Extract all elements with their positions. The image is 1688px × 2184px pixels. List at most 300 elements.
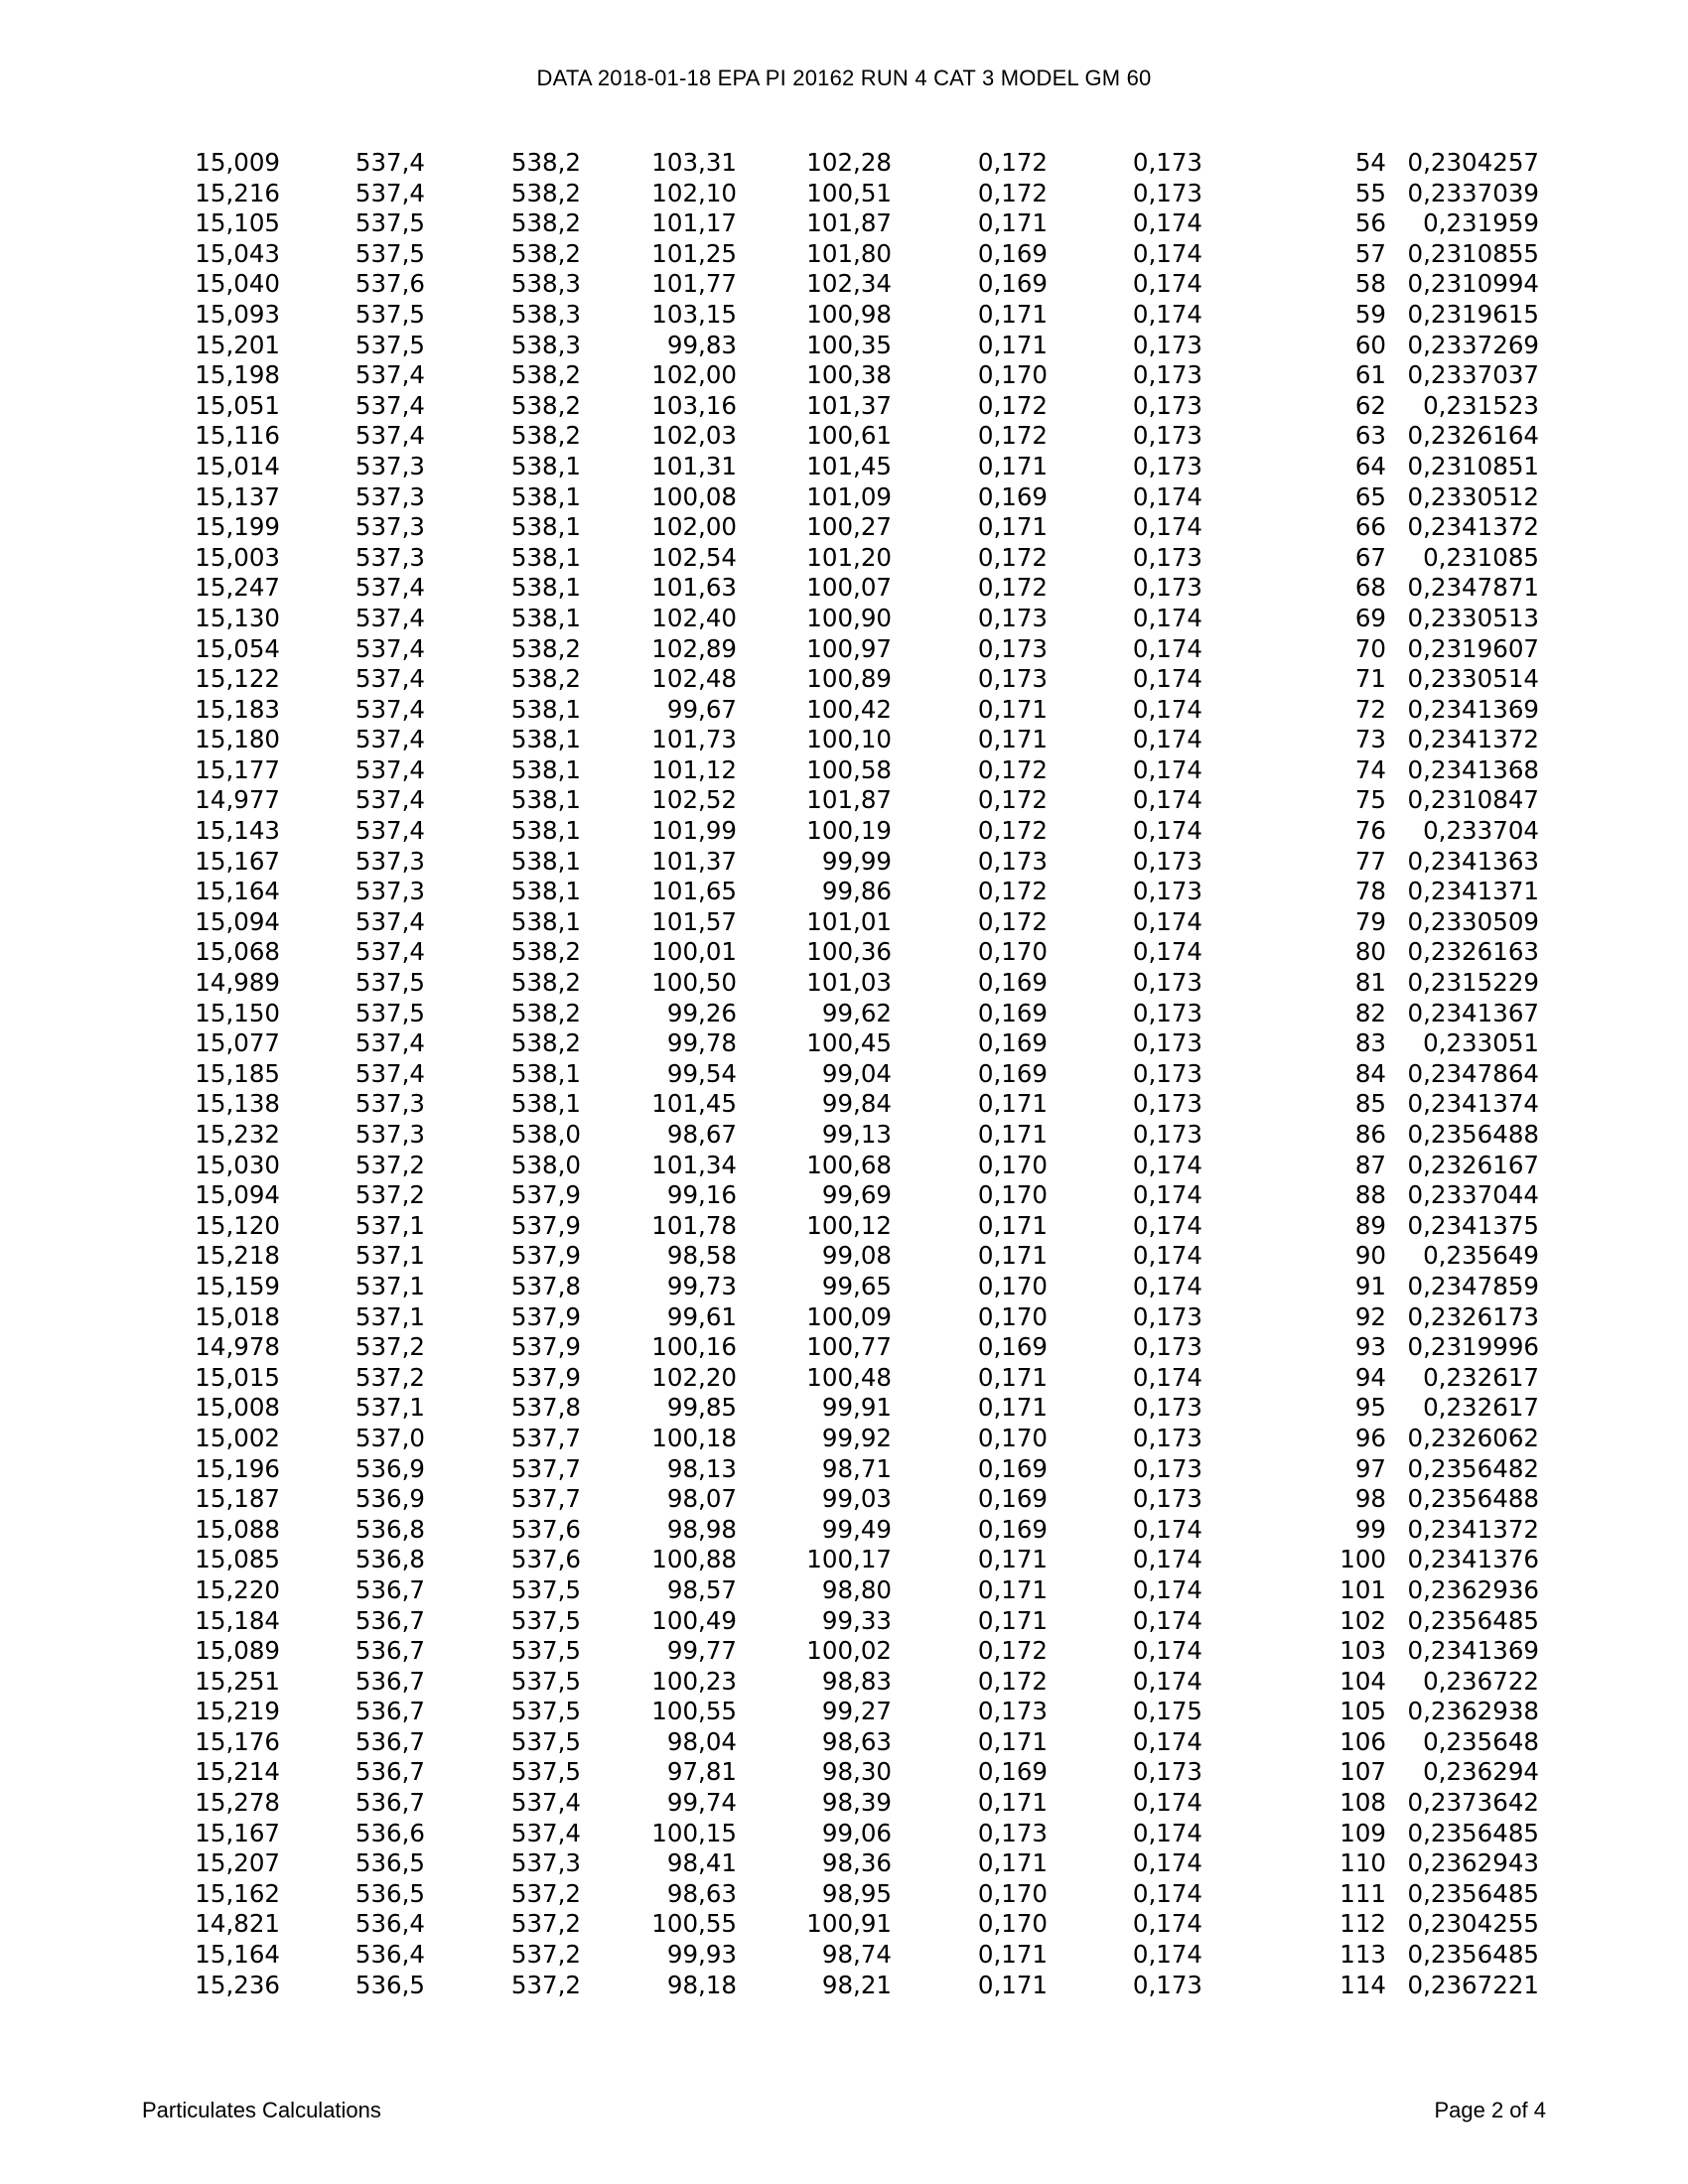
table-spacer	[1539, 1848, 1688, 1879]
table-cell: 538,1	[510, 694, 581, 724]
table-cell: 537,4	[354, 1028, 425, 1058]
table-cell: 15,009	[195, 148, 280, 177]
table-row	[0, 360, 1688, 391]
table-spacer	[1539, 1940, 1688, 1971]
table-cell: 0,174	[1132, 725, 1202, 754]
table-cell: 98,36	[821, 1848, 892, 1878]
table-spacer	[1539, 148, 1688, 179]
table-cell: 99,86	[821, 877, 892, 906]
table-cell: 108	[1339, 1788, 1386, 1818]
table-cell: 537,0	[354, 1423, 425, 1452]
table-cell: 101,31	[651, 451, 737, 480]
table-cell: 0,2341368	[1407, 754, 1539, 784]
table-cell: 90	[1354, 1241, 1386, 1271]
table-row	[0, 755, 1688, 786]
table-cell: 0,231959	[1423, 208, 1539, 238]
table-cell: 0,171	[977, 1545, 1048, 1574]
table-cell: 0,173	[1132, 148, 1202, 177]
table-cell: 0,171	[977, 451, 1048, 480]
table-spacer	[1539, 907, 1688, 938]
table-cell: 0,171	[977, 1362, 1048, 1392]
table-cell: 80	[1354, 937, 1386, 967]
table-cell: 15,278	[195, 1788, 280, 1818]
table-cell: 72	[1354, 694, 1386, 724]
table-cell: 0,172	[977, 148, 1048, 177]
table-cell: 15,218	[195, 1241, 280, 1271]
table-cell: 59	[1354, 299, 1386, 329]
table-cell: 537,6	[510, 1545, 581, 1574]
table-cell: 537,9	[510, 1210, 581, 1240]
table-cell: 15,003	[195, 542, 280, 572]
table-cell: 536,7	[354, 1726, 425, 1756]
table-cell: 14,978	[195, 1332, 280, 1362]
table-cell: 0,171	[977, 725, 1048, 754]
table-cell: 100	[1339, 1545, 1386, 1574]
table-cell: 538,1	[510, 1058, 581, 1088]
table-spacer	[1539, 1667, 1688, 1698]
table-cell: 67	[1354, 542, 1386, 572]
table-spacer	[1539, 208, 1688, 239]
table-cell: 0,169	[977, 481, 1048, 511]
table-cell: 15,219	[195, 1697, 280, 1726]
table-cell: 15,207	[195, 1848, 280, 1878]
table-cell: 85	[1354, 1089, 1386, 1119]
table-spacer	[1539, 1575, 1688, 1606]
table-cell: 14,821	[195, 1909, 280, 1939]
table-cell: 537,5	[510, 1636, 581, 1666]
table-cell: 100,89	[806, 664, 892, 694]
table-cell: 537,4	[354, 816, 425, 846]
table-cell: 111	[1339, 1878, 1386, 1908]
table-cell: 0,231523	[1423, 390, 1539, 420]
table-cell: 0,170	[977, 1271, 1048, 1300]
table-cell: 537,9	[510, 1241, 581, 1271]
table-cell: 537,4	[510, 1788, 581, 1818]
table-cell: 0,2304255	[1407, 1909, 1539, 1939]
table-cell: 0,172	[977, 906, 1048, 936]
table-cell: 101,63	[651, 573, 737, 603]
table-cell: 536,8	[354, 1545, 425, 1574]
table-cell: 101,65	[651, 877, 737, 906]
table-cell: 0,169	[977, 238, 1048, 268]
table-cell: 0,174	[1132, 238, 1202, 268]
table-cell: 100,68	[806, 1150, 892, 1179]
table-cell: 15,180	[195, 725, 280, 754]
table-cell: 0,2341363	[1407, 846, 1539, 876]
table-cell: 0,172	[977, 573, 1048, 603]
table-cell: 98,74	[821, 1940, 892, 1970]
table-cell: 81	[1354, 968, 1386, 998]
table-cell: 15,198	[195, 360, 280, 390]
table-cell: 0,2347859	[1407, 1271, 1539, 1300]
table-cell: 538,2	[510, 178, 581, 207]
table-spacer	[1539, 1971, 1688, 2001]
table-cell: 538,1	[510, 481, 581, 511]
table-cell: 0,2341367	[1407, 998, 1539, 1027]
table-cell: 0,173	[1132, 1028, 1202, 1058]
table-cell: 0,2304257	[1407, 148, 1539, 177]
table-cell: 536,7	[354, 1697, 425, 1726]
table-cell: 0,2356482	[1407, 1453, 1539, 1483]
table-cell: 0,170	[977, 1909, 1048, 1939]
table-cell: 99,16	[666, 1180, 737, 1210]
table-cell: 15,122	[195, 664, 280, 694]
table-cell: 78	[1354, 877, 1386, 906]
table-cell: 100,98	[806, 299, 892, 329]
table-cell: 0,2367221	[1407, 1970, 1539, 1999]
table-row	[0, 1272, 1688, 1302]
table-row	[0, 1424, 1688, 1454]
table-cell: 536,9	[354, 1484, 425, 1514]
table-spacer	[1539, 1180, 1688, 1211]
table-cell: 0,174	[1132, 1940, 1202, 1970]
table-cell: 537,1	[354, 1271, 425, 1300]
table-cell: 0,173	[977, 603, 1048, 632]
table-cell: 538,1	[510, 785, 581, 815]
table-cell: 93	[1354, 1332, 1386, 1362]
table-cell: 0,171	[977, 1241, 1048, 1271]
table-cell: 537,3	[354, 1120, 425, 1149]
table-cell: 537,5	[354, 998, 425, 1027]
table-cell: 100,16	[651, 1332, 737, 1362]
table-cell: 15,137	[195, 481, 280, 511]
table-cell: 0,174	[1132, 1545, 1202, 1574]
table-cell: 0,174	[1132, 1241, 1202, 1271]
table-cell: 536,4	[354, 1940, 425, 1970]
table-cell: 107	[1339, 1757, 1386, 1787]
table-row	[0, 1606, 1688, 1637]
table-spacer	[1539, 1363, 1688, 1394]
table-cell: 74	[1354, 754, 1386, 784]
table-cell: 0,173	[1132, 1332, 1202, 1362]
table-cell: 0,2356485	[1407, 1818, 1539, 1847]
table-cell: 98,04	[666, 1726, 737, 1756]
table-cell: 0,2337269	[1407, 330, 1539, 359]
table-cell: 0,2356485	[1407, 1940, 1539, 1970]
table-row	[0, 1819, 1688, 1849]
table-cell: 0,174	[1132, 1818, 1202, 1847]
table-cell: 102,48	[651, 664, 737, 694]
table-cell: 98,95	[821, 1878, 892, 1908]
table-cell: 68	[1354, 573, 1386, 603]
table-cell: 0,172	[977, 390, 1048, 420]
table-cell: 0,2341374	[1407, 1089, 1539, 1119]
table-cell: 0,171	[977, 1393, 1048, 1423]
table-cell: 538,1	[510, 725, 581, 754]
table-row	[0, 1363, 1688, 1394]
table-cell: 0,169	[977, 1514, 1048, 1544]
table-cell: 15,214	[195, 1757, 280, 1787]
table-cell: 84	[1354, 1058, 1386, 1088]
table-cell: 537,2	[510, 1970, 581, 1999]
table-cell: 100,10	[806, 725, 892, 754]
table-cell: 0,171	[977, 1120, 1048, 1149]
table-cell: 15,167	[195, 846, 280, 876]
table-spacer	[1539, 1484, 1688, 1515]
table-row	[0, 1028, 1688, 1059]
table-cell: 0,172	[977, 785, 1048, 815]
table-cell: 94	[1354, 1362, 1386, 1392]
table-row	[0, 695, 1688, 726]
table-cell: 0,173	[1132, 846, 1202, 876]
table-cell: 537,3	[354, 542, 425, 572]
table-cell: 0,174	[1132, 1271, 1202, 1300]
table-cell: 15,164	[195, 1940, 280, 1970]
table-cell: 103,31	[651, 148, 737, 177]
table-cell: 537,5	[510, 1666, 581, 1696]
table-cell: 0,2319607	[1407, 633, 1539, 663]
table-cell: 97	[1354, 1453, 1386, 1483]
table-cell: 0,169	[977, 1058, 1048, 1088]
table-cell: 537,3	[354, 1089, 425, 1119]
table-cell: 99,54	[666, 1058, 737, 1088]
table-row	[0, 1879, 1688, 1910]
table-cell: 98,58	[666, 1241, 737, 1271]
table-cell: 0,2356488	[1407, 1484, 1539, 1514]
table-cell: 64	[1354, 451, 1386, 480]
table-cell: 537,5	[354, 208, 425, 238]
table-cell: 0,173	[1132, 573, 1202, 603]
table-row	[0, 1757, 1688, 1788]
table-cell: 15,236	[195, 1970, 280, 1999]
table-cell: 100,07	[806, 573, 892, 603]
table-cell: 538,1	[510, 451, 581, 480]
table-cell: 0,173	[1132, 968, 1202, 998]
table-cell: 101,87	[806, 208, 892, 238]
table-cell: 0,174	[1132, 1636, 1202, 1666]
table-cell: 538,3	[510, 330, 581, 359]
table-cell: 537,5	[354, 299, 425, 329]
table-cell: 101,20	[806, 542, 892, 572]
table-cell: 0,2341369	[1407, 1636, 1539, 1666]
table-cell: 100,27	[806, 512, 892, 542]
table-cell: 102,10	[651, 178, 737, 207]
table-cell: 15,199	[195, 512, 280, 542]
table-cell: 99,65	[821, 1271, 892, 1300]
table-row	[0, 1089, 1688, 1120]
table-cell: 0,173	[1132, 1393, 1202, 1423]
table-cell: 15,077	[195, 1028, 280, 1058]
table-row	[0, 331, 1688, 361]
table-spacer	[1539, 1120, 1688, 1151]
table-row	[0, 482, 1688, 513]
table-cell: 56	[1354, 208, 1386, 238]
table-row	[0, 1515, 1688, 1546]
table-cell: 100,01	[651, 937, 737, 967]
table-cell: 100,48	[806, 1362, 892, 1392]
table-cell: 0,172	[977, 1636, 1048, 1666]
table-cell: 0,235649	[1423, 1241, 1539, 1271]
table-cell: 0,174	[1132, 1666, 1202, 1696]
table-cell: 101,45	[806, 451, 892, 480]
table-cell: 538,1	[510, 906, 581, 936]
table-cell: 0,2310851	[1407, 451, 1539, 480]
table-cell: 538,3	[510, 269, 581, 299]
table-cell: 0,2337037	[1407, 360, 1539, 390]
table-cell: 60	[1354, 330, 1386, 359]
table-cell: 0,174	[1132, 1150, 1202, 1179]
table-cell: 537,9	[510, 1332, 581, 1362]
table-cell: 0,2341376	[1407, 1545, 1539, 1574]
table-row	[0, 1940, 1688, 1971]
table-row	[0, 1788, 1688, 1819]
table-cell: 0,173	[1132, 1120, 1202, 1149]
table-cell: 15,138	[195, 1089, 280, 1119]
table-cell: 0,169	[977, 1332, 1048, 1362]
table-row	[0, 664, 1688, 695]
table-cell: 0,236294	[1423, 1757, 1539, 1787]
table-cell: 0,2319996	[1407, 1332, 1539, 1362]
table-cell: 15,177	[195, 754, 280, 784]
table-cell: 100,50	[651, 968, 737, 998]
table-cell: 100,36	[806, 937, 892, 967]
table-spacer	[1539, 1028, 1688, 1059]
table-cell: 536,7	[354, 1636, 425, 1666]
table-cell: 101	[1339, 1574, 1386, 1604]
table-cell: 0,174	[1132, 937, 1202, 967]
table-cell: 101,73	[651, 725, 737, 754]
table-cell: 537,5	[354, 238, 425, 268]
table-cell: 0,171	[977, 1788, 1048, 1818]
table-cell: 101,78	[651, 1210, 737, 1240]
table-cell: 15,051	[195, 390, 280, 420]
table-cell: 99,91	[821, 1393, 892, 1423]
table-cell: 15,040	[195, 269, 280, 299]
table-cell: 100,02	[806, 1636, 892, 1666]
table-cell: 0,2326163	[1407, 937, 1539, 967]
table-spacer	[1539, 1515, 1688, 1546]
table-cell: 538,3	[510, 299, 581, 329]
table-cell: 537,2	[354, 1150, 425, 1179]
table-cell: 98,41	[666, 1848, 737, 1878]
table-cell: 537,4	[510, 1818, 581, 1847]
table-cell: 15,201	[195, 330, 280, 359]
table-cell: 0,2362938	[1407, 1697, 1539, 1726]
table-cell: 99	[1354, 1514, 1386, 1544]
table-cell: 538,2	[510, 421, 581, 451]
table-cell: 0,170	[977, 1878, 1048, 1908]
table-cell: 537,7	[510, 1423, 581, 1452]
table-cell: 102,00	[651, 360, 737, 390]
table-cell: 0,172	[977, 421, 1048, 451]
table-cell: 0,2337044	[1407, 1180, 1539, 1210]
table-cell: 538,2	[510, 998, 581, 1027]
table-cell: 0,2330513	[1407, 603, 1539, 632]
table-cell: 57	[1354, 238, 1386, 268]
table-cell: 0,2356485	[1407, 1878, 1539, 1908]
table-cell: 101,99	[651, 816, 737, 846]
table-cell: 538,1	[510, 877, 581, 906]
table-cell: 15,088	[195, 1514, 280, 1544]
table-cell: 0,174	[1132, 633, 1202, 663]
table-cell: 100,18	[651, 1423, 737, 1452]
table-cell: 0,2310847	[1407, 785, 1539, 815]
table-cell: 77	[1354, 846, 1386, 876]
table-cell: 100,61	[806, 421, 892, 451]
table-cell: 537,4	[354, 754, 425, 784]
table-cell: 71	[1354, 664, 1386, 694]
table-cell: 97,81	[666, 1757, 737, 1787]
table-cell: 537,5	[510, 1697, 581, 1726]
table-cell: 99,77	[666, 1636, 737, 1666]
table-spacer	[1539, 1211, 1688, 1242]
table-cell: 98,57	[666, 1574, 737, 1604]
table-row	[0, 1575, 1688, 1606]
table-spacer	[1539, 421, 1688, 452]
table-cell: 110	[1339, 1848, 1386, 1878]
table-cell: 100,91	[806, 1909, 892, 1939]
table-cell: 15,002	[195, 1423, 280, 1452]
table-cell: 101,17	[651, 208, 737, 238]
table-cell: 537,9	[510, 1180, 581, 1210]
table-cell: 537,2	[510, 1878, 581, 1908]
table-cell: 101,80	[806, 238, 892, 268]
table-cell: 15,014	[195, 451, 280, 480]
table-cell: 15,232	[195, 1120, 280, 1149]
table-cell: 15,105	[195, 208, 280, 238]
table-cell: 536,7	[354, 1605, 425, 1635]
table-cell: 0,171	[977, 694, 1048, 724]
table-cell: 0,174	[1132, 1726, 1202, 1756]
table-cell: 0,2362936	[1407, 1574, 1539, 1604]
table-row	[0, 1180, 1688, 1211]
table-cell: 0,173	[1132, 1484, 1202, 1514]
table-cell: 0,171	[977, 512, 1048, 542]
table-spacer	[1539, 785, 1688, 816]
table-cell: 0,174	[1132, 299, 1202, 329]
table-row	[0, 148, 1688, 179]
table-cell: 0,174	[1132, 664, 1202, 694]
table-cell: 0,174	[1132, 1605, 1202, 1635]
table-row	[0, 421, 1688, 452]
table-cell: 0,2341372	[1407, 512, 1539, 542]
table-cell: 538,2	[510, 238, 581, 268]
table-cell: 101,77	[651, 269, 737, 299]
table-cell: 76	[1354, 816, 1386, 846]
table-cell: 79	[1354, 906, 1386, 936]
table-cell: 0,2330514	[1407, 664, 1539, 694]
table-cell: 0,174	[1132, 1574, 1202, 1604]
table-cell: 15,196	[195, 1453, 280, 1483]
table-cell: 537,3	[354, 877, 425, 906]
table-cell: 114	[1339, 1970, 1386, 1999]
table-cell: 102,54	[651, 542, 737, 572]
table-cell: 15,030	[195, 1150, 280, 1179]
table-row	[0, 1971, 1688, 2001]
table-cell: 0,2341372	[1407, 725, 1539, 754]
table-cell: 537,5	[510, 1726, 581, 1756]
table-cell: 0,169	[977, 269, 1048, 299]
table-cell: 536,7	[354, 1666, 425, 1696]
table-cell: 0,169	[977, 998, 1048, 1027]
table-cell: 0,174	[1132, 785, 1202, 815]
table-cell: 0,171	[977, 208, 1048, 238]
table-cell: 100,23	[651, 1666, 737, 1696]
table-row	[0, 512, 1688, 543]
table-row	[0, 937, 1688, 968]
table-cell: 538,1	[510, 846, 581, 876]
table-cell: 83	[1354, 1028, 1386, 1058]
table-cell: 99,67	[666, 694, 737, 724]
table-cell: 92	[1354, 1301, 1386, 1331]
table-cell: 0,2326173	[1407, 1301, 1539, 1331]
table-cell: 0,232617	[1423, 1362, 1539, 1392]
table-cell: 98,80	[821, 1574, 892, 1604]
table-cell: 15,247	[195, 573, 280, 603]
table-cell: 0,2341375	[1407, 1210, 1539, 1240]
table-spacer	[1539, 1454, 1688, 1485]
table-cell: 0,169	[977, 1028, 1048, 1058]
